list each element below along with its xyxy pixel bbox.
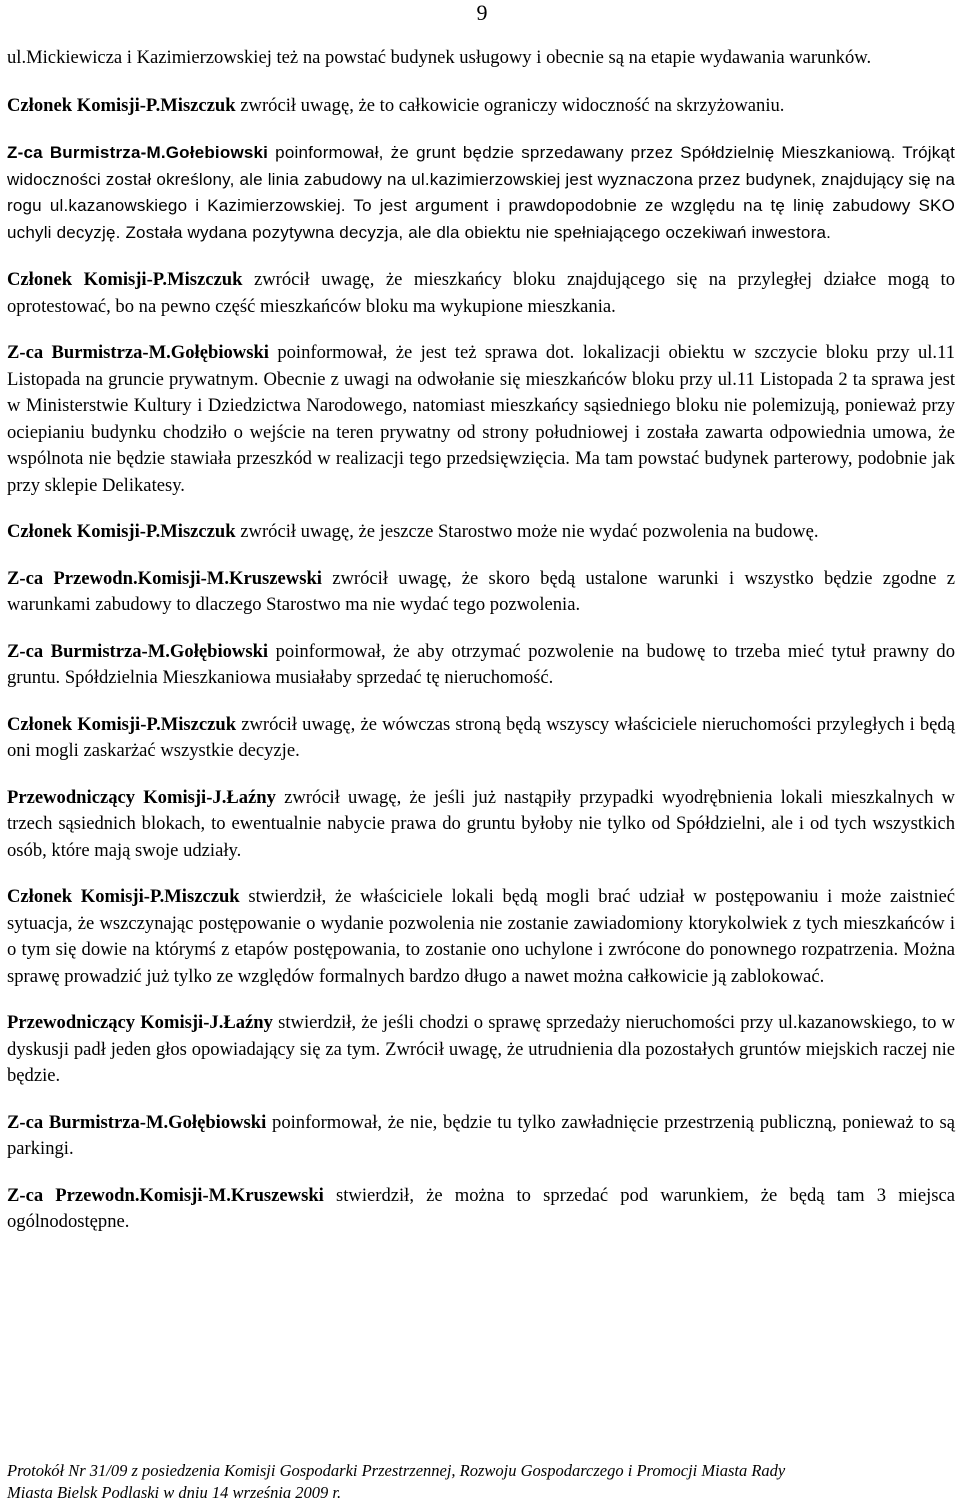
paragraph-10 (7, 785, 955, 865)
paragraph-1 (7, 45, 955, 72)
paragraph-text: poinformował, że jest też sprawa dot. lokalizacji obiektu w szczycie bloku przy ul.11 Listopada na gruncie prywatnym. Obecnie z uwagi na odwołanie się mieszkańców bloku przy ul.11 Listopada 2 ta sprawa jest w Ministerstwie Kultury i Dziedzictwa Narodowego, natomiast mieszkańcy sąsiedniego bloku nie polemizują, ponieważ przy ociepianiu budynku chodziło o wejście na teren prywatny od strony południowej i została zawarta odpowiednia umowa, że wspólnota nie będzie stawiała przeszkód w realizacji tego przedsięwzięcia. Ma tam powstać budynek parterowy, podobnie jak przy sklepie Delikatesy. (7, 342, 955, 496)
speaker-name: Członek Komisji-P.Miszczuk (7, 713, 237, 735)
speaker-name: Z-ca Burmistrza-M.Gołębiowski (7, 640, 269, 662)
speaker-name: Przewodniczący Komisji-J.Łaźny (7, 1012, 273, 1033)
paragraph-14 (7, 1183, 955, 1236)
paragraph-text: zwrócił uwagę, że jeśli już nastąpiły przypadki wyodrębnienia lokali mieszkalnych w trzech sąsiednich blokach, to ewentualnie nabycie prawa do gruntu byłoby nie tylko od Spółdzielni, ale i od tych wszystkich osób, które mają swoje udziały. (7, 786, 955, 861)
speaker-name: Członek Komisji-P.Miszczuk (7, 886, 240, 907)
paragraph-13 (7, 1110, 955, 1163)
paragraph-3 (7, 140, 955, 246)
paragraph-text: ul.Mickiewicza i Kazimierzowskiej też na powstać budynek usługowy i obecnie są na etapie wydawania warunków. (7, 47, 872, 68)
paragraph-text: zwrócił uwagę, że skoro będą ustalone warunki i wszystko będzie zgodne z warunkami zabudowy to dlaczego Starostwo ma nie wydać tego pozwolenia. (7, 567, 955, 615)
footer-line-2: Miasta Bielsk Podlaski w dniu 14 września 2009 r. (7, 1483, 342, 1502)
paragraph-text: poinformował, że aby otrzymać pozwolenie na budowę to trzeba mieć tytuł prawny do gruntu. Spółdzielnia Mieszkaniowa musiałaby sprzedać tę nieruchomość. (7, 640, 955, 688)
speaker-name: Członek Komisji-P.Miszczuk (7, 521, 236, 542)
paragraph-text: zwrócił uwagę, że jeszcze Starostwo może nie wydać pozwolenia na budowę. (235, 521, 819, 542)
paragraph-text: zwrócił uwagę, że to całkowicie ograniczy widoczność na skrzyżowaniu. (235, 94, 785, 116)
paragraph-text: zwrócił uwagę, że wówczas stroną będą wszyscy właściciele nieruchomości przyległych i będą oni mogli zaskarżać wszystkie decyzje. (7, 713, 955, 761)
paragraph-7 (7, 566, 955, 619)
document-body (7, 45, 955, 1256)
paragraph-2 (7, 93, 955, 120)
page-footer (7, 1460, 955, 1504)
speaker-name: Członek Komisji-P.Miszczuk (7, 94, 236, 116)
paragraph-8 (7, 639, 955, 692)
speaker-name: Z-ca Przewodn.Komisji-M.Kruszewski (7, 567, 322, 589)
paragraph-9 (7, 712, 955, 765)
speaker-name: Z-ca Przewodn.Komisji-M.Kruszewski (7, 1184, 324, 1206)
speaker-name: Członek Komisji-P.Miszczuk (7, 269, 243, 290)
paragraph-text: zwrócił uwagę, że mieszkańcy bloku znajdującego się na przyległej działce mogą to oprotestować, bo na pewno część mieszkańców bloku ma wykupione mieszkania. (7, 269, 955, 317)
footer-line-1: Protokół Nr 31/09 z posiedzenia Komisji Gospodarki Przestrzennej, Rozwoju Gospodarczego i Promocji Miasta Rady (7, 1461, 786, 1480)
paragraph-text: stwierdził, że można to sprzedać pod warunkiem, że będą tam 3 miejsca ogólnodostępne. (7, 1184, 955, 1232)
speaker-name: Przewodniczący Komisji-J.Łaźny (7, 786, 276, 808)
paragraph-6 (7, 519, 955, 546)
speaker-name: Z-ca Burmistrza-M.Gołębiowski (7, 1111, 267, 1133)
paragraph-11 (7, 884, 955, 990)
paragraph-12 (7, 1010, 955, 1090)
paragraph-4 (7, 267, 955, 320)
paragraph-text: poinformował, że grunt będzie sprzedawany przez Spółdzielnię Mieszkaniową. Trójkąt widoczności został określony, ale linia zabudowy na ul.kazimierzowskiej jest wyznaczona przez budynek, znajdujący się na rogu ul.kazanowskiego i Kazimierzowskiej. To jest argument i prawdopodobnie ze względu na tę linię zabudowy SKO uchyli decyzję. Została wydana pozytywna decyzja, ale dla obiektu nie spełniającego oczekiwań inwestora. (7, 143, 955, 242)
paragraph-text: poinformował, że nie, będzie tu tylko zawładnięcie przestrzenią publiczną, ponieważ to są parkingi. (7, 1111, 956, 1159)
page-number: 9 (476, 0, 488, 25)
speaker-name: Z-ca Burmistrza-M.Gołębiowski (7, 342, 269, 363)
paragraph-text: stwierdził, że właściciele lokali będą mogli brać udział w postępowaniu i może zaistnieć sytuacja, że wszczynając postępowanie o wydanie pozwolenia nie zostanie zawiadomiony ktorykolwiek z tych mieszkańców i o tym się dowie na którymś z etapów postępowania, to zostanie ono uchylone i zwrócone do ponownego rozpatrzenia. Można sprawę prowadzić już tylko ze względów formalnych bardzo długo a nawet można całkowicie ją zablokować. (7, 886, 955, 987)
paragraph-text: stwierdził, że jeśli chodzi o sprawę sprzedaży nieruchomości przy ul.kazanowskiego, to w dyskusji padł jeden głos opowiadający się za tym. Zwrócił uwagę, że utrudnienia dla pozostałych gruntów miejskich raczej nie będzie. (7, 1012, 955, 1086)
speaker-name: Z-ca Burmistrza-M.Gołebiowski (7, 143, 269, 162)
paragraph-5 (7, 340, 955, 499)
